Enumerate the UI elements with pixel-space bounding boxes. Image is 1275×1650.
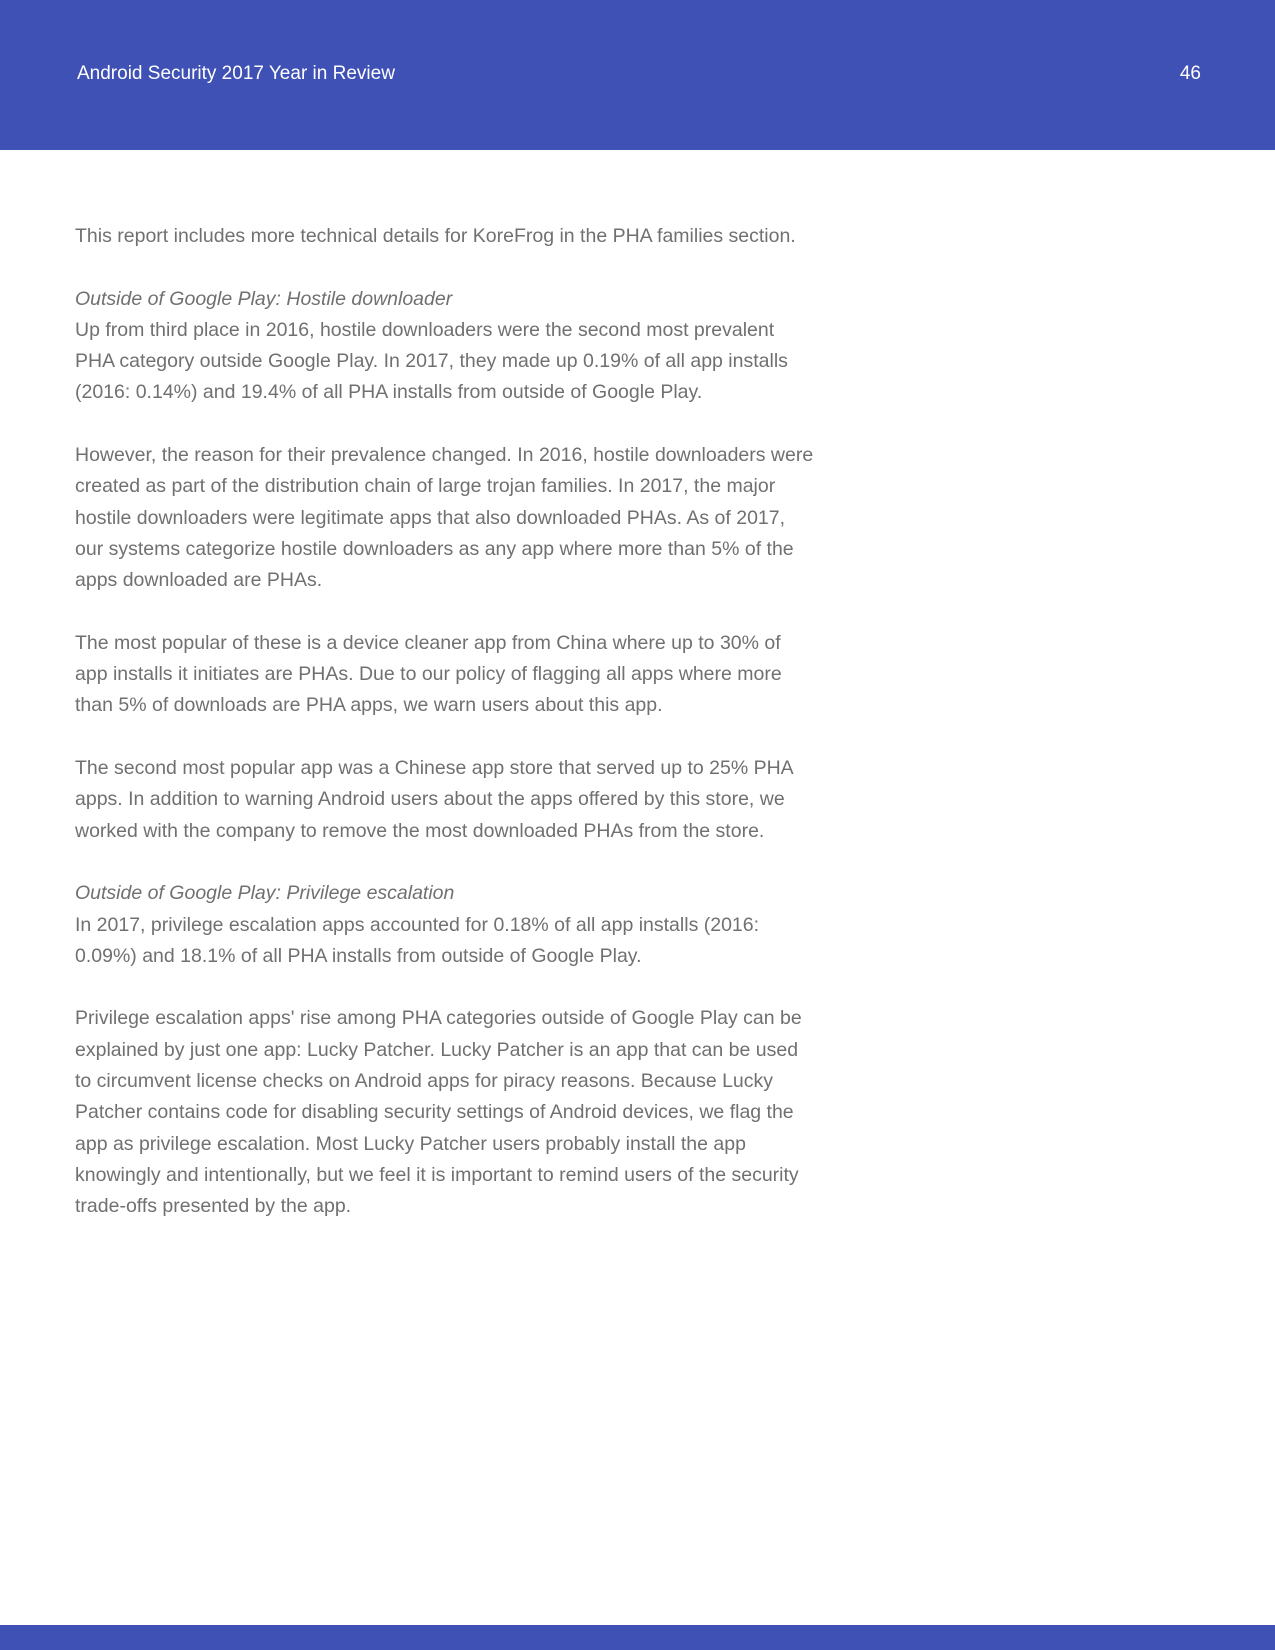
hostile-downloader-section	[75, 284, 815, 409]
hostile-downloader-paragraph-3: The most popular of these is a device cleaner app from China where up to 30% of app installs it initiates are PHAs. Due to our policy of flagging all apps where more than 5% of downloads are PHA apps, we warn users about this app.	[75, 631, 782, 717]
intro-paragraph: This report includes more technical details for KoreFrog in the PHA families section.	[75, 225, 796, 247]
page-number: 46	[1179, 63, 1201, 84]
page-footer-bar	[0, 1625, 1275, 1650]
page-header	[0, 0, 1275, 150]
hostile-downloader-heading: Outside of Google Play: Hostile downloader	[75, 287, 453, 310]
hostile-downloader-paragraph-4: The second most popular app was a Chinese app store that served up to 25% PHA apps. In addition to warning Android users about the apps offered by this store, we worked with the company to remove the most downloaded PHAs from the store.	[75, 757, 793, 842]
privilege-escalation-paragraph-2: Privilege escalation apps' rise among PHA categories outside of Google Play can be explained by just one app: Lucky Patcher. Lucky Patcher is an app that can be used to circumvent license checks on Android apps for piracy reasons. Because Lucky Patcher contains code for disabling security settings of Android devices, we flag the app as privilege escalation. Most Lucky Patcher users probably install the app knowingly and intentionally, but we feel it is important to remind users of the security trade-offs presented by the app.	[75, 1007, 802, 1218]
page-content	[75, 221, 815, 1254]
privilege-escalation-paragraph-1: In 2017, privilege escalation apps accounted for 0.18% of all app installs (2016: 0.09%) and 18.1% of all PHA installs from outside of Google Play.	[75, 913, 760, 967]
privilege-escalation-section	[75, 878, 815, 972]
privilege-escalation-heading: Outside of Google Play: Privilege escalation	[75, 882, 455, 905]
hostile-downloader-paragraph-2: However, the reason for their prevalence changed. In 2016, hostile downloaders were created as part of the distribution chain of large trojan families. In 2017, the major hostile downloaders were legitimate apps that also downloaded PHAs. As of 2017, our systems categorize hostile downloaders as any app where more than 5% of the apps downloaded are PHAs.	[75, 444, 814, 592]
hostile-downloader-paragraph-1: Up from third place in 2016, hostile downloaders were the second most prevalent PHA category outside Google Play. In 2017, they made up 0.19% of all app installs (2016: 0.14%) and 19.4% of all PHA installs from outside of Google Play.	[75, 318, 788, 404]
document-title: Android Security 2017 Year in Review	[77, 63, 395, 84]
